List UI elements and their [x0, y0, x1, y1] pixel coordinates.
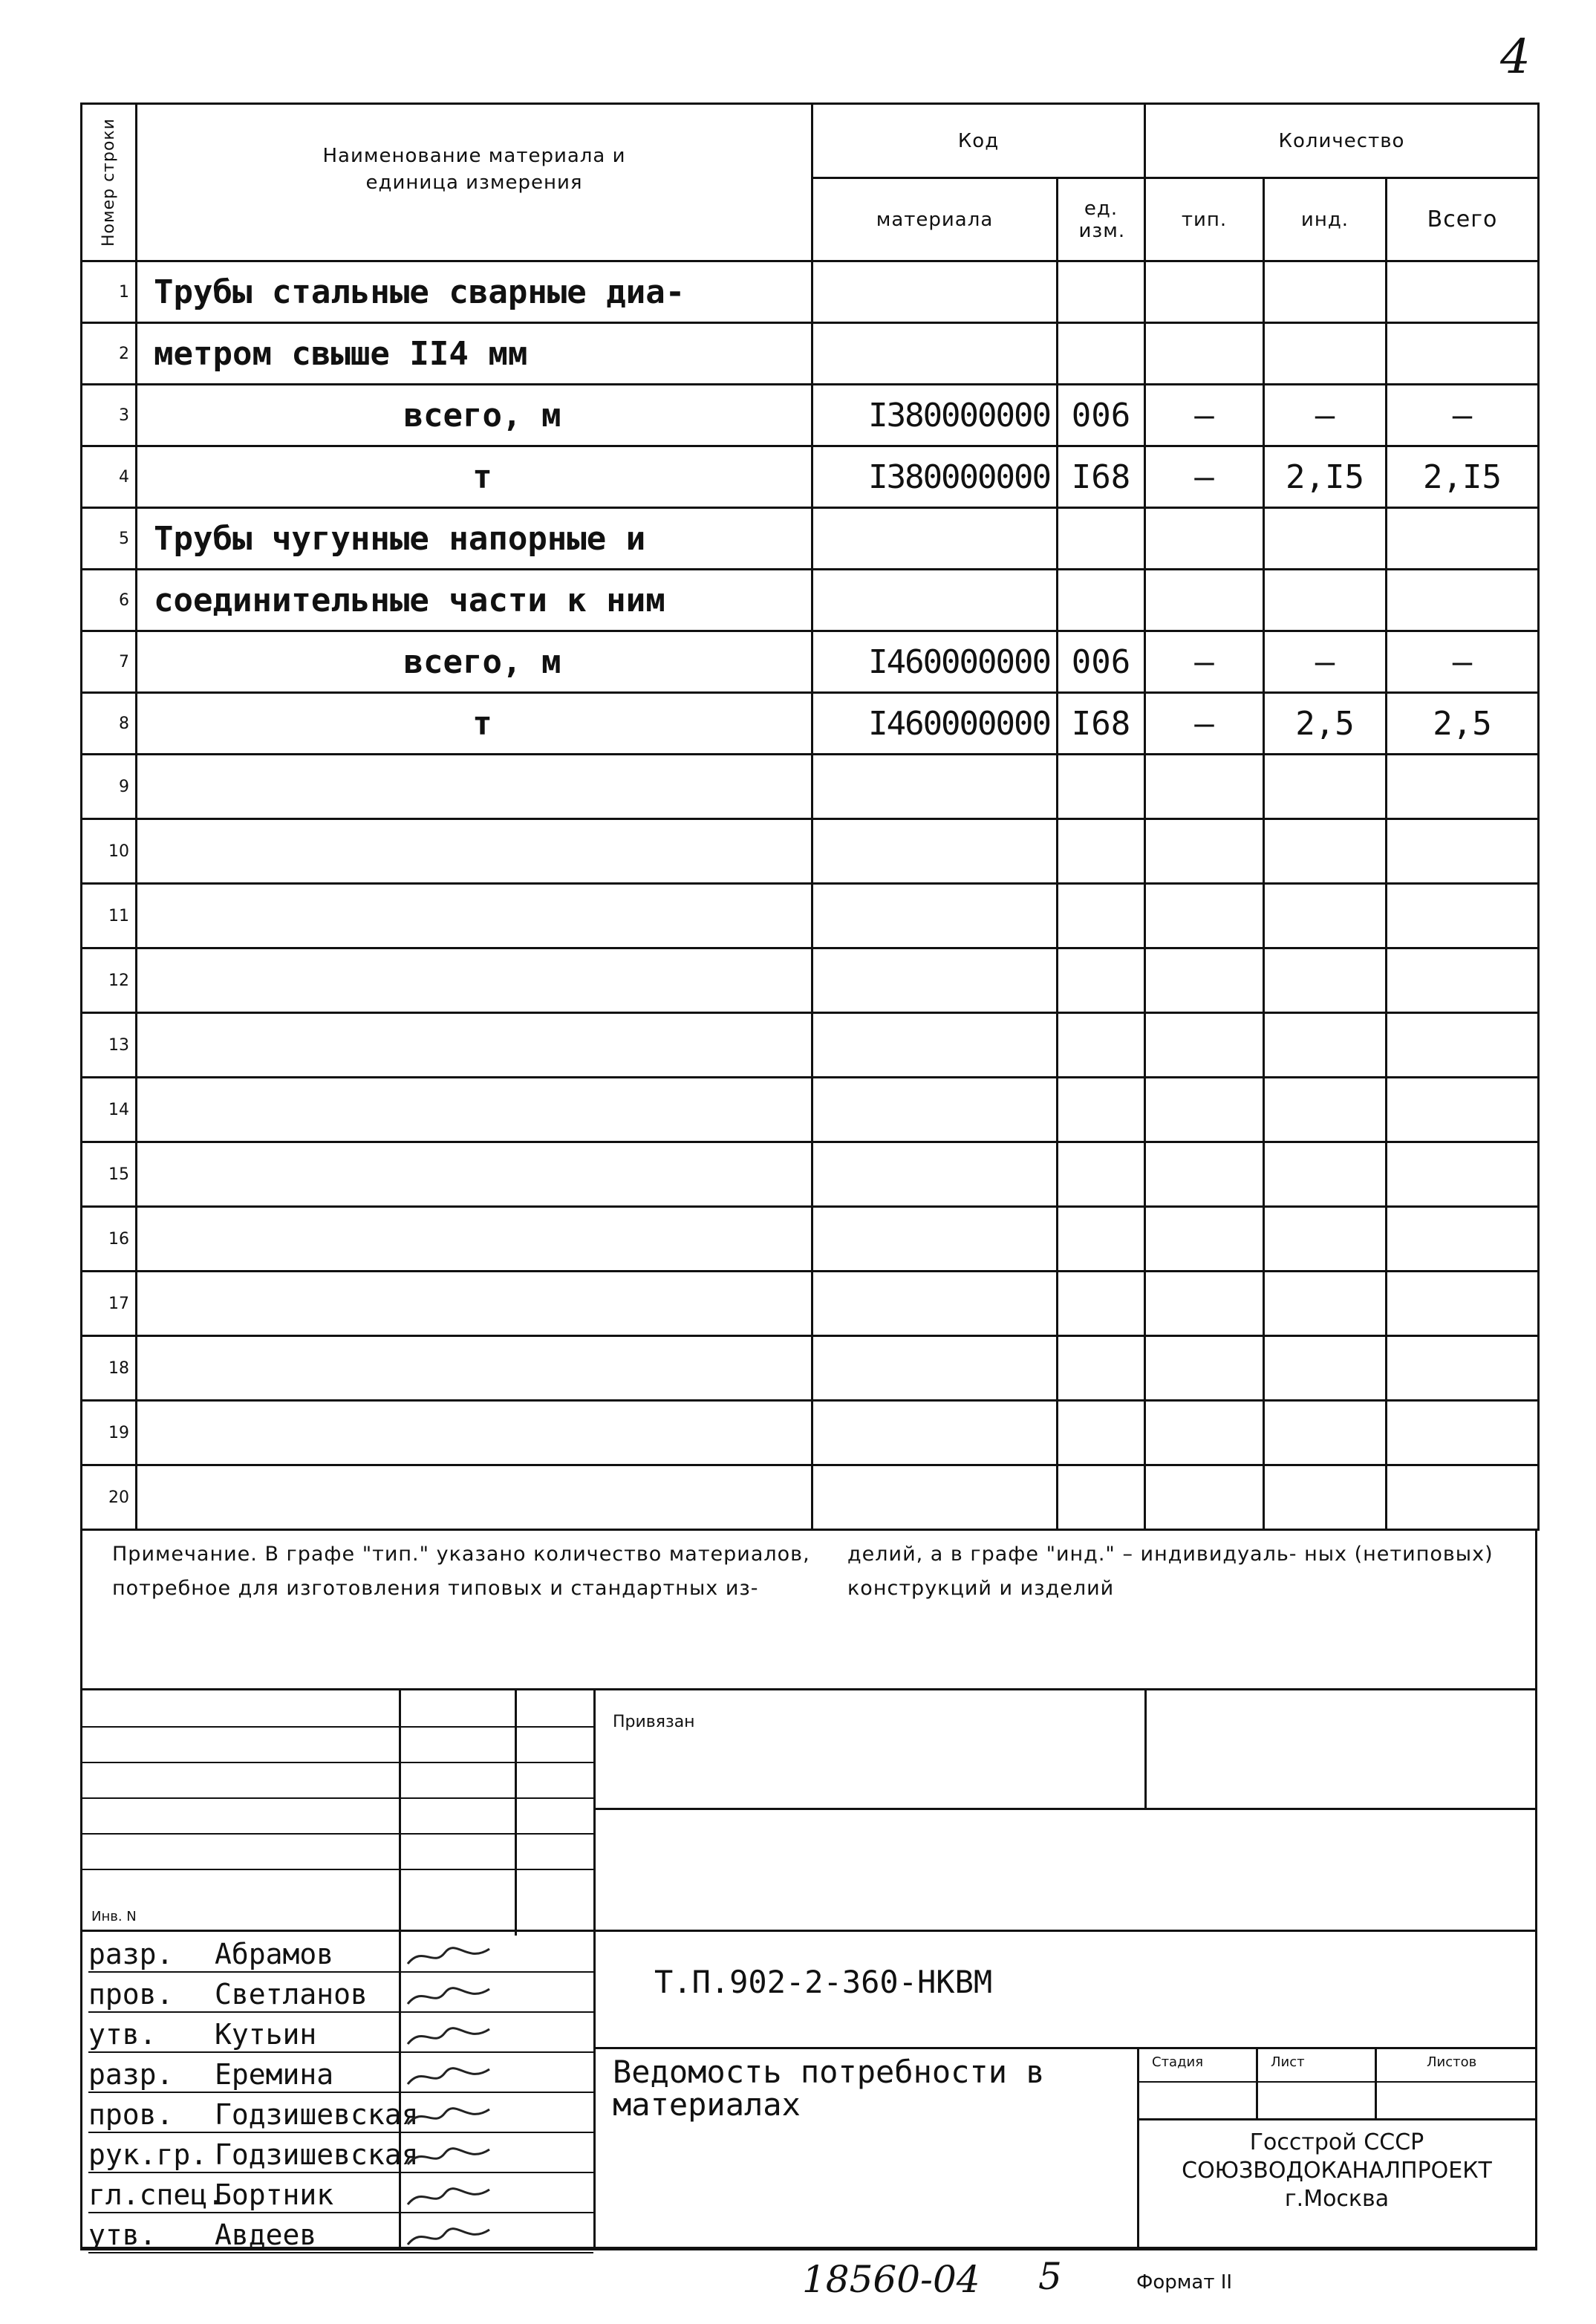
signature-role: рук.гр. [88, 2138, 208, 2171]
signature-scribble-icon [400, 1982, 512, 2011]
table-row [82, 261, 1539, 323]
row-number: 19 [82, 1401, 137, 1465]
note-left: Примечание. В графе "тип." указано количество материалов, потребное для изготовления типовых и стандартных из- [112, 1543, 810, 1600]
material-code [812, 508, 1058, 570]
quantity-type [1145, 1336, 1264, 1401]
material-code [812, 1078, 1058, 1142]
format-label: Формат II [1136, 2271, 1233, 2294]
signatures-list [88, 1933, 593, 2253]
quantity-total: 2,I5 [1387, 446, 1539, 508]
signature-scribble-icon [400, 2062, 512, 2092]
quantity-ind [1264, 1272, 1387, 1336]
quantity-type [1145, 570, 1264, 631]
signature-name: Авдеев [215, 2219, 317, 2251]
table-row [82, 884, 1539, 948]
quantity-type [1145, 508, 1264, 570]
signature-scribble-icon [400, 2142, 512, 2172]
row-number: 12 [82, 948, 137, 1013]
quantity-type: – [1145, 693, 1264, 755]
signature-scribble-icon [400, 1941, 512, 1971]
quantity-ind [1264, 1142, 1387, 1207]
material-name [137, 884, 812, 948]
table-row [82, 948, 1539, 1013]
quantity-ind [1264, 570, 1387, 631]
quantity-ind [1264, 1078, 1387, 1142]
row-number: 1 [82, 261, 137, 323]
inv-label: Инв. N [91, 1909, 137, 1924]
material-code [812, 1401, 1058, 1465]
signature-scribble-icon [400, 2102, 512, 2132]
material-name: т [137, 693, 812, 755]
material-name [137, 1336, 812, 1401]
table-row [82, 1465, 1539, 1530]
quantity-type [1145, 1078, 1264, 1142]
quantity-type [1145, 819, 1264, 884]
unit-code [1058, 508, 1145, 570]
material-code [812, 948, 1058, 1013]
quantity-ind [1264, 1336, 1387, 1401]
signature-name: Еремина [215, 2058, 334, 2091]
material-code [812, 323, 1058, 385]
quantity-ind [1264, 1207, 1387, 1272]
material-name [137, 1401, 812, 1465]
signature-role: разр. [88, 2058, 174, 2091]
quantity-total [1387, 1465, 1539, 1530]
code-material-header: материала [812, 178, 1058, 261]
quantity-type [1145, 1207, 1264, 1272]
unit-code: I68 [1058, 693, 1145, 755]
table-row [82, 755, 1539, 819]
quantity-ind [1264, 1013, 1387, 1078]
unit-code [1058, 884, 1145, 948]
quantity-total [1387, 1207, 1539, 1272]
quantity-ind: – [1264, 631, 1387, 693]
quantity-ind [1264, 323, 1387, 385]
quantity-total [1387, 755, 1539, 819]
material-code [812, 755, 1058, 819]
quantity-type: – [1145, 446, 1264, 508]
row-number: 17 [82, 1272, 137, 1336]
quantity-ind: – [1264, 385, 1387, 446]
unit-code [1058, 1465, 1145, 1530]
material-name [137, 1078, 812, 1142]
signature-row [88, 1973, 593, 2013]
quantity-total: 2,5 [1387, 693, 1539, 755]
stage-label: Стадия [1152, 2054, 1204, 2070]
unit-code [1058, 570, 1145, 631]
quantity-type [1145, 261, 1264, 323]
material-code [812, 570, 1058, 631]
quantity-total [1387, 1401, 1539, 1465]
material-name: соединительные части к ним [137, 570, 812, 631]
organization [1140, 2129, 1534, 2213]
quantity-ind: 2,I5 [1264, 446, 1387, 508]
quantity-total-header: Всего [1387, 178, 1539, 261]
row-number: 20 [82, 1465, 137, 1530]
signature-name: Абрамов [215, 1938, 334, 1970]
quantity-ind [1264, 884, 1387, 948]
table-row [82, 1207, 1539, 1272]
row-number: 15 [82, 1142, 137, 1207]
quantity-total: – [1387, 385, 1539, 446]
unit-code: I68 [1058, 446, 1145, 508]
quantity-type [1145, 1465, 1264, 1530]
unit-code [1058, 1013, 1145, 1078]
quantity-total [1387, 508, 1539, 570]
material-name: Трубы стальные сварные диа- [137, 261, 812, 323]
privyazan-label: Привязан [613, 1713, 695, 1731]
row-number: 2 [82, 323, 137, 385]
quantity-total [1387, 1078, 1539, 1142]
row-number: 10 [82, 819, 137, 884]
quantity-type [1145, 755, 1264, 819]
materials-table [80, 102, 1540, 1531]
material-code: I460000000 [812, 631, 1058, 693]
material-name: т [137, 446, 812, 508]
material-code [812, 884, 1058, 948]
quantity-ind: 2,5 [1264, 693, 1387, 755]
material-name: всего, м [137, 385, 812, 446]
unit-code [1058, 1078, 1145, 1142]
table-row [82, 631, 1539, 693]
table-row [82, 1401, 1539, 1465]
signature-name: Бортник [215, 2178, 334, 2211]
row-number-header: Номер строки [82, 104, 137, 261]
unit-code [1058, 948, 1145, 1013]
signature-role: пров. [88, 1978, 174, 2011]
quantity-ind [1264, 755, 1387, 819]
archive-number: 18560-04 [802, 2258, 980, 2301]
row-number: 7 [82, 631, 137, 693]
quantity-ind [1264, 1401, 1387, 1465]
quantity-ind [1264, 948, 1387, 1013]
quantity-total [1387, 948, 1539, 1013]
material-name [137, 819, 812, 884]
material-code [812, 1207, 1058, 1272]
code-header: Код [812, 104, 1145, 178]
material-code: I380000000 [812, 385, 1058, 446]
doc-title: Ведомость потребности в материалах [613, 2054, 1045, 2123]
quantity-type [1145, 1142, 1264, 1207]
signature-role: утв. [88, 2018, 157, 2051]
table-row [82, 1078, 1539, 1142]
material-code [812, 1272, 1058, 1336]
signature-name: Светланов [215, 1978, 368, 2011]
material-name [137, 948, 812, 1013]
sheet-index: 5 [1038, 2255, 1062, 2298]
quantity-type [1145, 948, 1264, 1013]
quantity-type: – [1145, 385, 1264, 446]
quantity-type [1145, 1272, 1264, 1336]
doc-code: Т.П.902-2-360-НКВМ [654, 1964, 993, 2000]
sheet-label: Лист [1271, 2054, 1305, 2070]
unit-code [1058, 1336, 1145, 1401]
material-code: I380000000 [812, 446, 1058, 508]
signature-role: пров. [88, 2098, 174, 2131]
signature-row [88, 2053, 593, 2093]
table-row [82, 819, 1539, 884]
signature-row [88, 2133, 593, 2173]
sheets-label: Листов [1427, 2054, 1477, 2070]
table-row [82, 385, 1539, 446]
org-line1: Госстрой СССР [1249, 2129, 1424, 2155]
table-row [82, 446, 1539, 508]
material-name [137, 1142, 812, 1207]
table-row [82, 323, 1539, 385]
unit-code: 006 [1058, 385, 1145, 446]
table-row [82, 693, 1539, 755]
quantity-total [1387, 1336, 1539, 1401]
quantity-type-header: тип. [1145, 178, 1264, 261]
quantity-header: Количество [1145, 104, 1539, 178]
quantity-total [1387, 570, 1539, 631]
code-unit-header: ед. изм. [1058, 178, 1145, 261]
signature-row [88, 2093, 593, 2133]
table-row [82, 508, 1539, 570]
material-name [137, 1013, 812, 1078]
table-row [82, 1142, 1539, 1207]
table-row [82, 1013, 1539, 1078]
org-line2: СОЮЗВОДОКАНАЛПРОЕКТ [1182, 2158, 1492, 2184]
material-name [137, 755, 812, 819]
material-code [812, 261, 1058, 323]
org-line3: г.Москва [1284, 2186, 1390, 2212]
name-header: Наименование материала и единица измерения [137, 104, 812, 261]
material-name: всего, м [137, 631, 812, 693]
quantity-total [1387, 323, 1539, 385]
signature-scribble-icon [400, 2222, 512, 2252]
quantity-ind [1264, 508, 1387, 570]
row-number: 3 [82, 385, 137, 446]
row-number: 5 [82, 508, 137, 570]
material-code [812, 819, 1058, 884]
quantity-total [1387, 819, 1539, 884]
material-code [812, 1013, 1058, 1078]
unit-code [1058, 323, 1145, 385]
quantity-total [1387, 884, 1539, 948]
quantity-type [1145, 323, 1264, 385]
row-number: 11 [82, 884, 137, 948]
table-row [82, 570, 1539, 631]
row-number: 6 [82, 570, 137, 631]
table-row [82, 1272, 1539, 1336]
note-block [80, 1529, 1537, 1690]
row-number: 14 [82, 1078, 137, 1142]
quantity-ind-header: инд. [1264, 178, 1387, 261]
material-name: Трубы чугунные напорные и [137, 508, 812, 570]
unit-code [1058, 261, 1145, 323]
signature-role: разр. [88, 1938, 174, 1970]
material-code [812, 1142, 1058, 1207]
signature-name: Годзишевская [215, 2138, 419, 2171]
quantity-total [1387, 1142, 1539, 1207]
signature-role: утв. [88, 2219, 157, 2251]
material-name: метром свыше II4 мм [137, 323, 812, 385]
signature-name: Кутьин [215, 2018, 317, 2051]
quantity-type [1145, 1401, 1264, 1465]
signature-row [88, 2013, 593, 2053]
table-row [82, 1336, 1539, 1401]
unit-code: 006 [1058, 631, 1145, 693]
unit-code [1058, 1272, 1145, 1336]
signature-row [88, 1933, 593, 1973]
signature-scribble-icon [400, 2182, 512, 2212]
material-code: I460000000 [812, 693, 1058, 755]
page-number: 4 [1500, 30, 1531, 85]
row-number: 4 [82, 446, 137, 508]
material-name [137, 1465, 812, 1530]
row-number: 18 [82, 1336, 137, 1401]
quantity-total [1387, 261, 1539, 323]
unit-code [1058, 1142, 1145, 1207]
signature-name: Годзишевская [215, 2098, 419, 2131]
unit-code [1058, 819, 1145, 884]
unit-code [1058, 1207, 1145, 1272]
title-block [80, 1690, 1537, 2250]
unit-code [1058, 755, 1145, 819]
note-right: делий, а в графе "инд." – индивидуаль- ных (нетиповых) конструкций и изделий [847, 1543, 1494, 1600]
quantity-ind [1264, 261, 1387, 323]
unit-code [1058, 1401, 1145, 1465]
row-number: 9 [82, 755, 137, 819]
material-code [812, 1336, 1058, 1401]
quantity-type [1145, 1013, 1264, 1078]
quantity-type: – [1145, 631, 1264, 693]
material-code [812, 1465, 1058, 1530]
signature-row [88, 2173, 593, 2213]
quantity-ind [1264, 1465, 1387, 1530]
signature-row [88, 2213, 593, 2253]
row-number: 13 [82, 1013, 137, 1078]
quantity-total [1387, 1013, 1539, 1078]
row-number: 8 [82, 693, 137, 755]
material-name [137, 1207, 812, 1272]
quantity-total: – [1387, 631, 1539, 693]
material-name [137, 1272, 812, 1336]
quantity-type [1145, 884, 1264, 948]
signature-role: гл.спец. [88, 2178, 225, 2211]
signature-scribble-icon [400, 2022, 512, 2051]
quantity-total [1387, 1272, 1539, 1336]
quantity-ind [1264, 819, 1387, 884]
row-number: 16 [82, 1207, 137, 1272]
